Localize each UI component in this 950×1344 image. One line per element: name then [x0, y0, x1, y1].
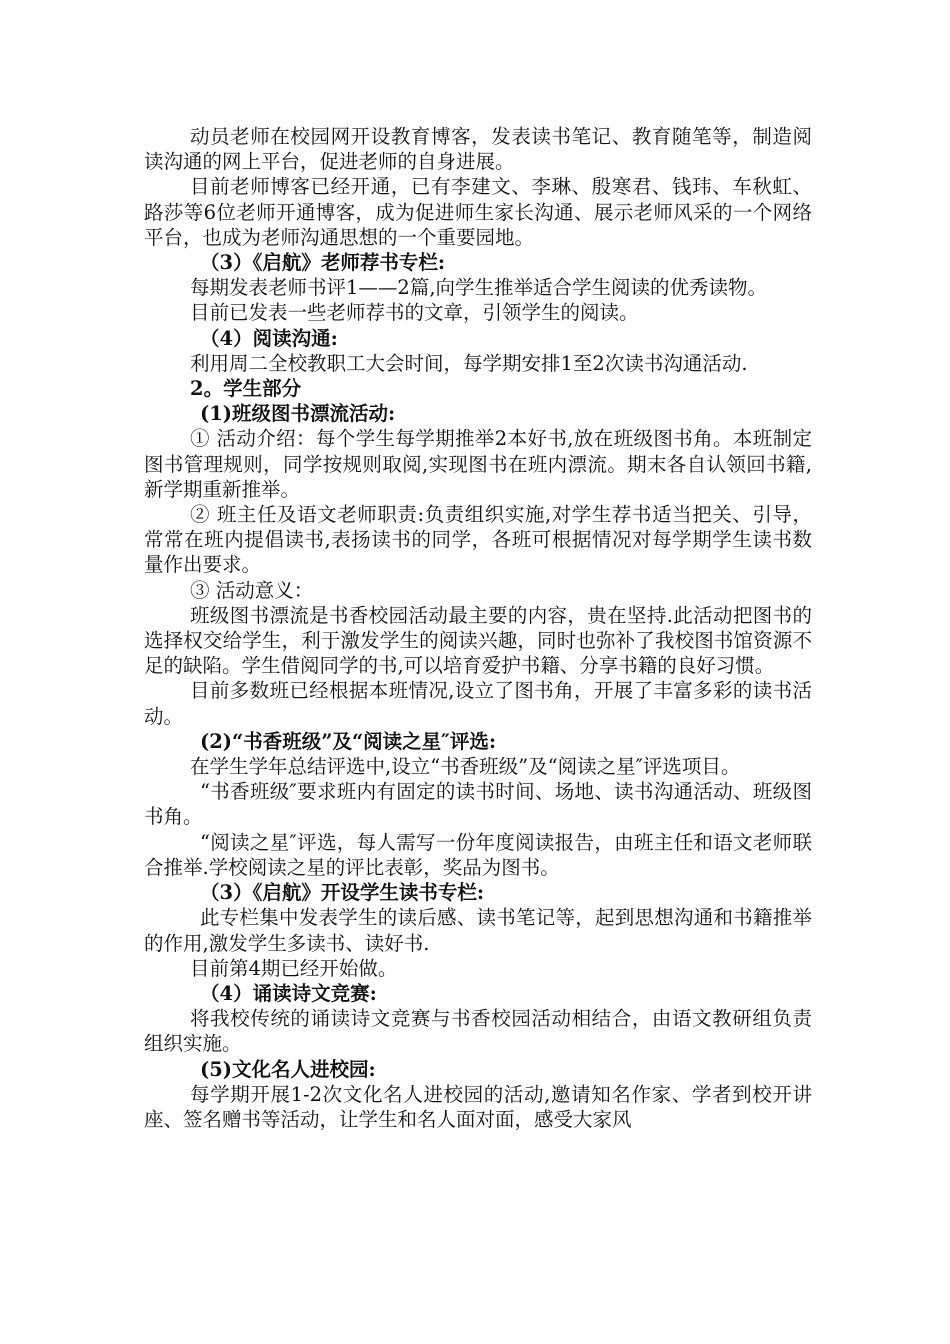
paragraph: “书香班级″要求班内有固定的读书时间、场地、读书沟通活动、班级图书角。 — [144, 780, 812, 829]
paragraph: 目前多数班已经根据本班情况,设立了图书角，开展了丰富多彩的读书活动。 — [144, 679, 812, 728]
paragraph: ① 活动介绍：每个学生每学期推举2本好书,放在班级图书角。本班制定图书管理规则，同学按规则取阅,实现图书在班内漂流。期末各自认领回书籍,新学期重新推举。 — [144, 427, 812, 501]
paragraph: 目前已发表一些老师荐书的文章，引领学生的阅读。 — [190, 301, 639, 325]
paragraph: 动员老师在校园网开设教育博客，发表读书笔记、教育随笔等，制造阅读沟通的网上平台，促进老师的自身进展。 — [144, 125, 812, 174]
section-heading: （3）《启航》老师荐书专栏: — [200, 251, 446, 275]
paragraph: “阅读之星″评选，每人需写一份年度阅读报告，由班主任和语文老师联合推举.学校阅读之星的评比表彰，奖品为图书。 — [144, 830, 812, 879]
paragraph: 目前老师博客已经开通，已有李建文、李琳、殷寒君、钱玮、车秋虹、路莎等6位老师开通博客，成为促进师生家长沟通、展示老师风采的一个网络平台，也成为老师沟通思想的一个重要园地。 — [144, 175, 812, 249]
paragraph: 目前第4期已经开始做。 — [190, 956, 398, 980]
paragraph: 每学期开展1-2次文化名人进校园的活动,邀请知名作家、学者到校开讲座、签名赠书等活动，让学生和名人面对面，感受大家风 — [144, 1082, 812, 1131]
paragraph: ③ 活动意义： — [190, 578, 314, 602]
document-body — [144, 124, 812, 1132]
paragraph: 将我校传统的诵读诗文竞赛与书香校园活动相结合，由语文教研组负责组织实施。 — [144, 1007, 812, 1056]
paragraph: 班级图书漂流是书香校园活动最主要的内容，贵在坚持.此活动把图书的选择权交给学生，利于激发学生的阅读兴趣，同时也弥补了我校图书馆资源不足的缺陷。学生借阅同学的书,可以培育爱护书籍、分享书籍的良好习惯。 — [144, 603, 812, 678]
paragraph: 每期发表老师书评1——2篇,向学生推举适合学生阅读的优秀读物。 — [190, 276, 768, 300]
section-heading: (1)班级图书漂流活动: — [200, 402, 396, 426]
paragraph: ② 班主任及语文老师职责:负责组织实施,对学生荐书适当把关、引导，常常在班内提倡读书,表扬读书的同学，各班可根据情况对每学期学生读书数量作出要求。 — [144, 503, 812, 577]
paragraph: 在学生学年总结评选中,设立“书香班级”及“阅读之星″评选项目。 — [190, 755, 741, 779]
section-heading: (5)文化名人进校园: — [200, 1057, 376, 1081]
paragraph: 此专栏集中发表学生的读后感、读书笔记等，起到思想沟通和书籍推举的作用,激发学生多读书、读好书. — [144, 906, 812, 955]
section-heading: （4）阅读沟通: — [200, 326, 338, 350]
part-heading: 2。学生部分 — [190, 377, 302, 401]
section-heading: (2)“书香班级”及“阅读之星″评选: — [200, 729, 497, 753]
section-heading: （3）《启航》开设学生读书专栏: — [200, 881, 485, 905]
paragraph: 利用周二全校教职工大会时间，每学期安排1至2次读书沟通活动. — [190, 351, 748, 375]
section-heading: （4）诵读诗文竞赛: — [200, 981, 377, 1005]
